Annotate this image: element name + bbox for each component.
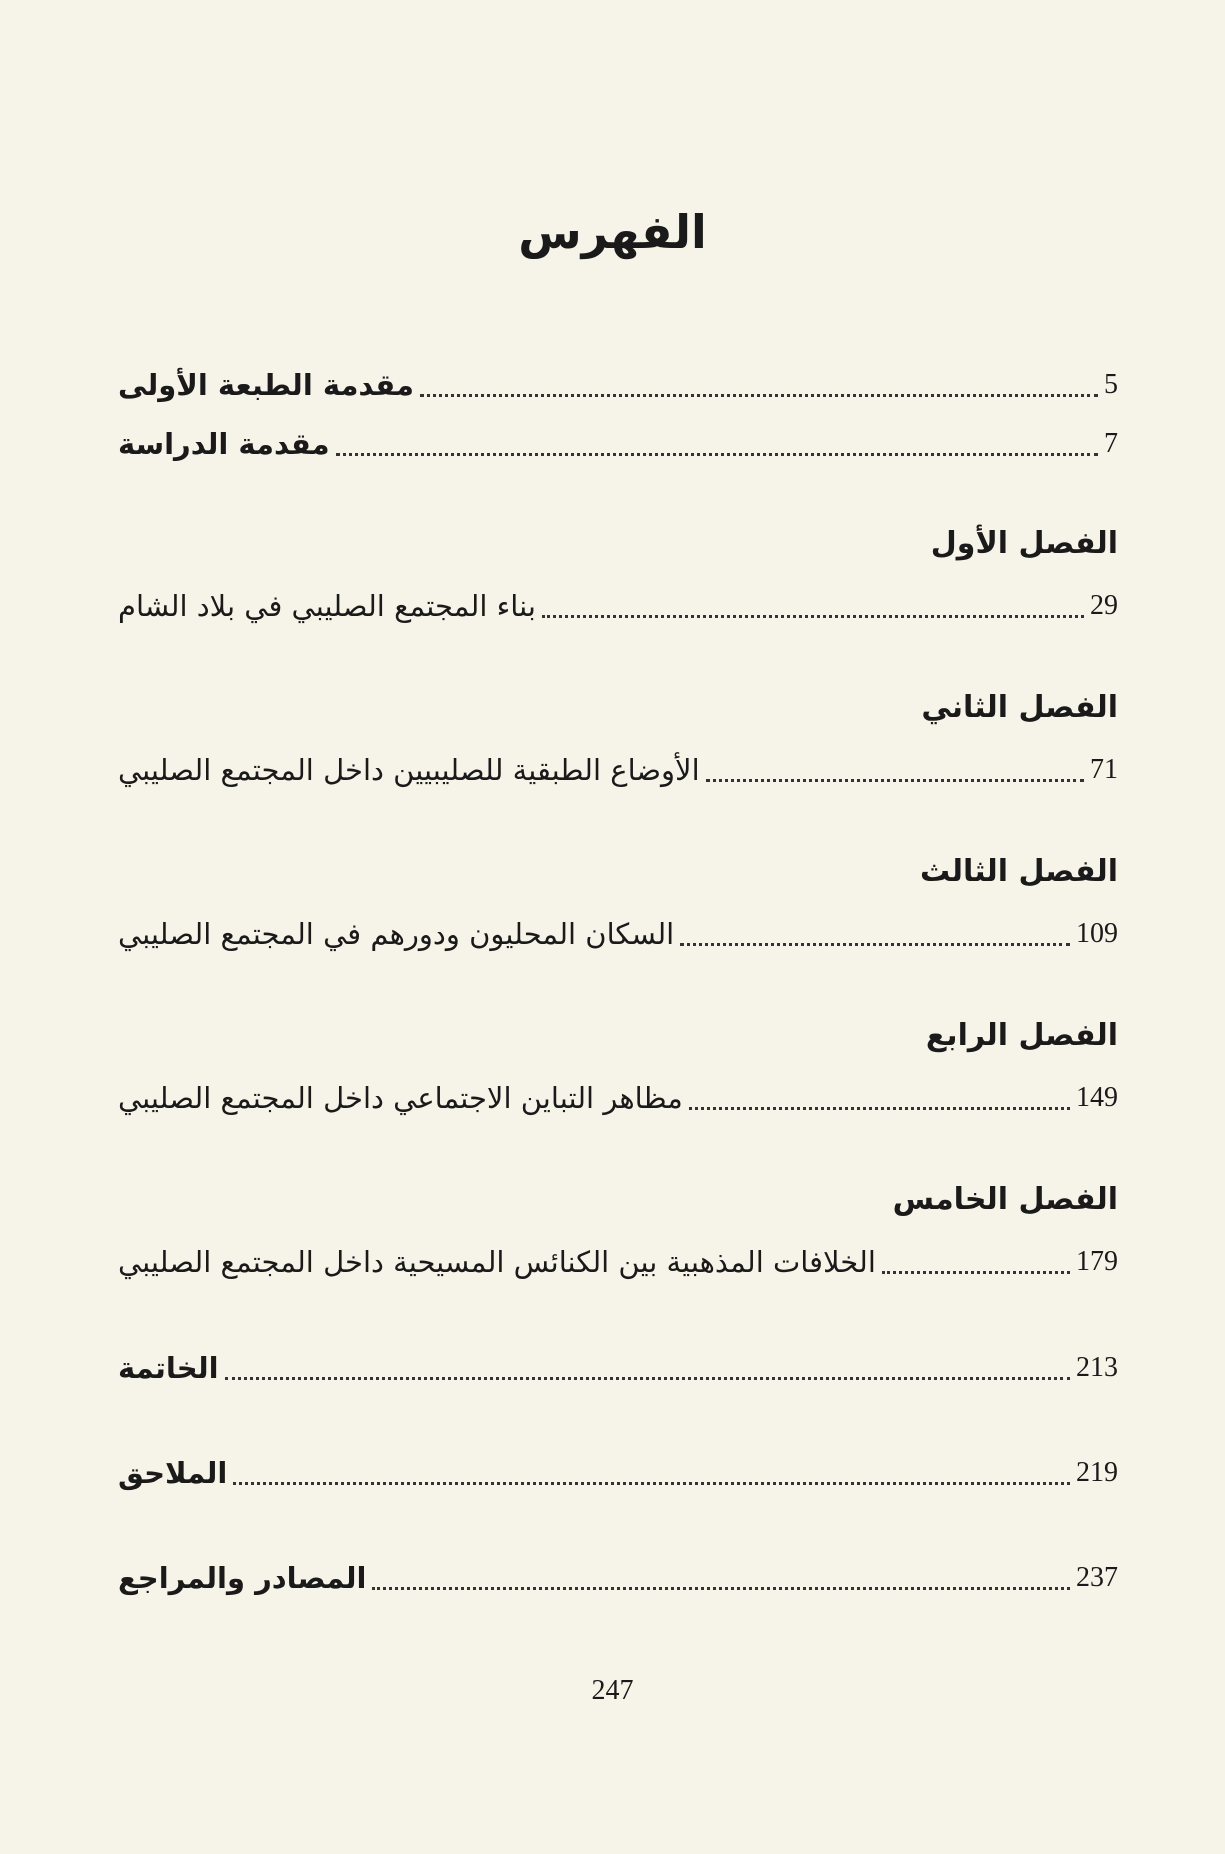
toc-entry-page: 179 — [1076, 1246, 1118, 1277]
toc-entry-page: 7 — [1104, 428, 1118, 459]
dot-leader — [233, 1482, 1070, 1485]
dot-leader — [680, 943, 1070, 946]
toc-entry-page: 149 — [1076, 1082, 1118, 1113]
toc-entry-label: مقدمة الدراسة — [118, 427, 330, 461]
chapter-heading-5: الفصل الخامس — [892, 1182, 1118, 1217]
chapter-heading-1: الفصل الأول — [930, 526, 1118, 561]
toc-entry-page: 29 — [1090, 590, 1118, 621]
chapter-heading-3: الفصل الثالث — [919, 854, 1118, 889]
dot-leader — [542, 615, 1084, 618]
toc-entry-label: مظاهر التباين الاجتماعي داخل المجتمع الصليبي — [118, 1081, 683, 1115]
toc-entry-label: الخاتمة — [118, 1351, 219, 1385]
chapter-heading-2: الفصل الثاني — [921, 690, 1118, 725]
toc-entry-label: الأوضاع الطبقية للصليبيين داخل المجتمع الصليبي — [118, 753, 700, 787]
toc-entry-appendices — [118, 1450, 1118, 1496]
chapter-heading-4: الفصل الرابع — [925, 1018, 1118, 1053]
toc-entry-page: 71 — [1090, 754, 1118, 785]
dot-leader — [882, 1271, 1070, 1274]
dot-leader — [336, 453, 1098, 456]
dot-leader — [706, 779, 1084, 782]
toc-entry-page: 213 — [1076, 1352, 1118, 1383]
toc-entry-page: 219 — [1076, 1457, 1118, 1488]
toc-entry-label: مقدمة الطبعة الأولى — [118, 368, 414, 402]
toc-entry-sources — [118, 1555, 1118, 1601]
toc-entry-page: 237 — [1076, 1562, 1118, 1593]
toc-entry-conclusion — [118, 1345, 1118, 1391]
dot-leader — [689, 1107, 1070, 1110]
dot-leader — [420, 394, 1098, 397]
toc-entry-label: الخلافات المذهبية بين الكنائس المسيحية داخل المجتمع الصليبي — [118, 1245, 876, 1279]
toc-entry-chapter-4 — [118, 1075, 1118, 1121]
toc-entry-page: 5 — [1104, 369, 1118, 400]
toc-entry-study-intro — [118, 421, 1118, 467]
toc-entry-page: 109 — [1076, 918, 1118, 949]
toc-entry-chapter-2 — [118, 747, 1118, 793]
toc-entry-chapter-1 — [118, 583, 1118, 629]
page-number: 247 — [591, 1675, 634, 1706]
toc-entry-chapter-3 — [118, 911, 1118, 957]
dot-leader — [225, 1377, 1070, 1380]
dot-leader — [372, 1587, 1070, 1590]
toc-entry-label: السكان المحليون ودورهم في المجتمع الصليبي — [118, 917, 675, 951]
toc-entry-label: بناء المجتمع الصليبي في بلاد الشام — [118, 589, 536, 623]
toc-entry-intro-first-edition — [118, 362, 1118, 408]
page-title: الفهرس — [518, 205, 707, 259]
toc-entry-label: الملاحق — [118, 1456, 228, 1490]
toc-entry-chapter-5 — [118, 1239, 1118, 1285]
toc-entry-label: المصادر والمراجع — [118, 1561, 367, 1595]
